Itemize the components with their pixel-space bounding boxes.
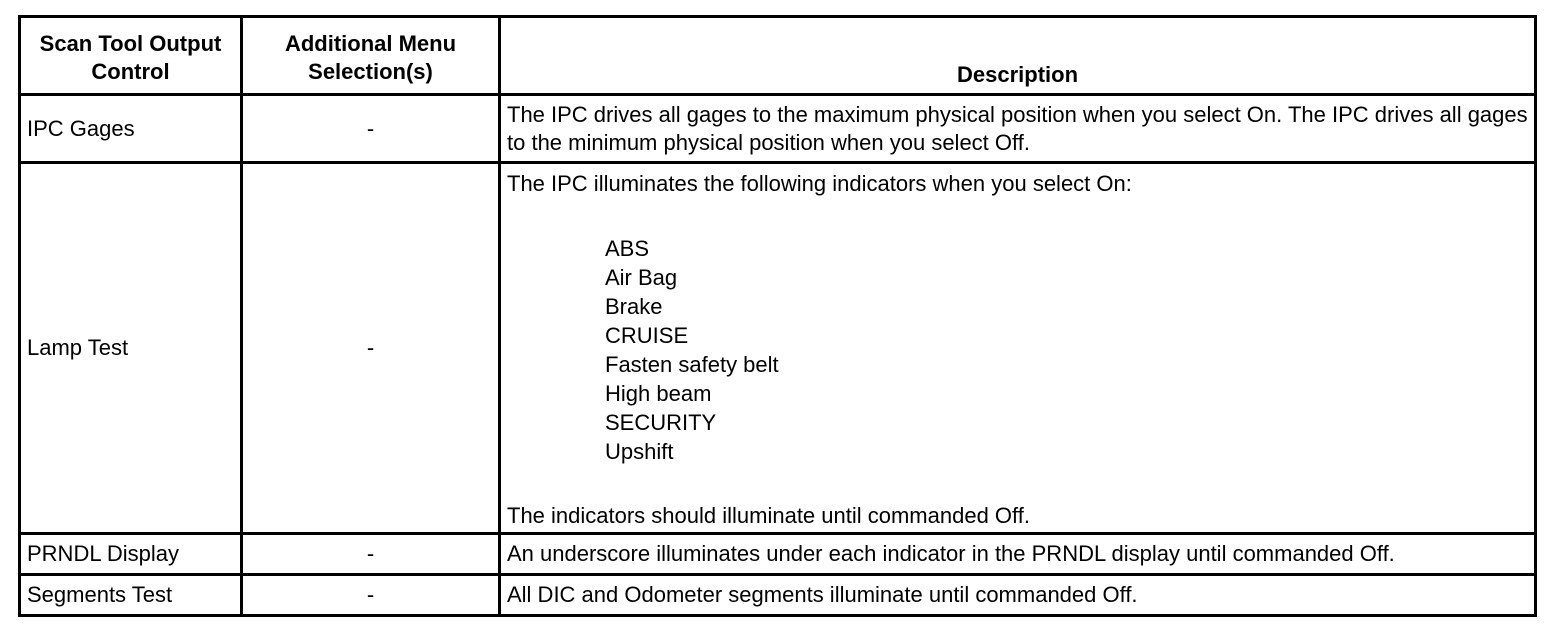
list-item: Air Bag xyxy=(605,265,678,290)
list-item: SECURITY xyxy=(605,410,717,435)
menu-selection: - xyxy=(242,575,500,616)
description-lead: The IPC illuminates the following indicators when you select On: xyxy=(507,171,1132,196)
menu-selection: - xyxy=(242,534,500,575)
list-item: High beam xyxy=(605,381,712,406)
description-tail: The indicators should illuminate until commanded Off. xyxy=(507,503,1030,528)
header-description: Description xyxy=(500,17,1536,95)
list-item: Brake xyxy=(605,294,663,319)
list-item: CRUISE xyxy=(605,323,689,348)
control-name: Lamp Test xyxy=(20,163,242,534)
list-item: ABS xyxy=(605,236,650,261)
description: An underscore illuminates under each indicator in the PRNDL display until commanded Off. xyxy=(500,534,1536,575)
menu-selection: - xyxy=(242,95,500,163)
list-item: Upshift xyxy=(605,439,674,464)
description: All DIC and Odometer segments illuminate until commanded Off. xyxy=(500,575,1536,616)
control-name: IPC Gages xyxy=(20,95,242,163)
indicator-list xyxy=(507,234,1528,466)
description xyxy=(500,163,1536,534)
control-name: Segments Test xyxy=(20,575,242,616)
control-name: PRNDL Display xyxy=(20,534,242,575)
table-header-row xyxy=(20,17,1536,95)
menu-selection: - xyxy=(242,163,500,534)
table-row xyxy=(20,163,1536,534)
header-scan-tool-output-control: Scan Tool Output Control xyxy=(20,17,242,95)
table-row xyxy=(20,534,1536,575)
header-additional-menu-selections: Additional Menu Selection(s) xyxy=(242,17,500,95)
table-row xyxy=(20,575,1536,616)
table-row xyxy=(20,95,1536,163)
output-control-table xyxy=(18,15,1537,617)
list-item: Fasten safety belt xyxy=(605,352,779,377)
description: The IPC drives all gages to the maximum physical position when you select On. The IPC drives all gages to the minimum physical position when you select Off. xyxy=(500,95,1536,163)
